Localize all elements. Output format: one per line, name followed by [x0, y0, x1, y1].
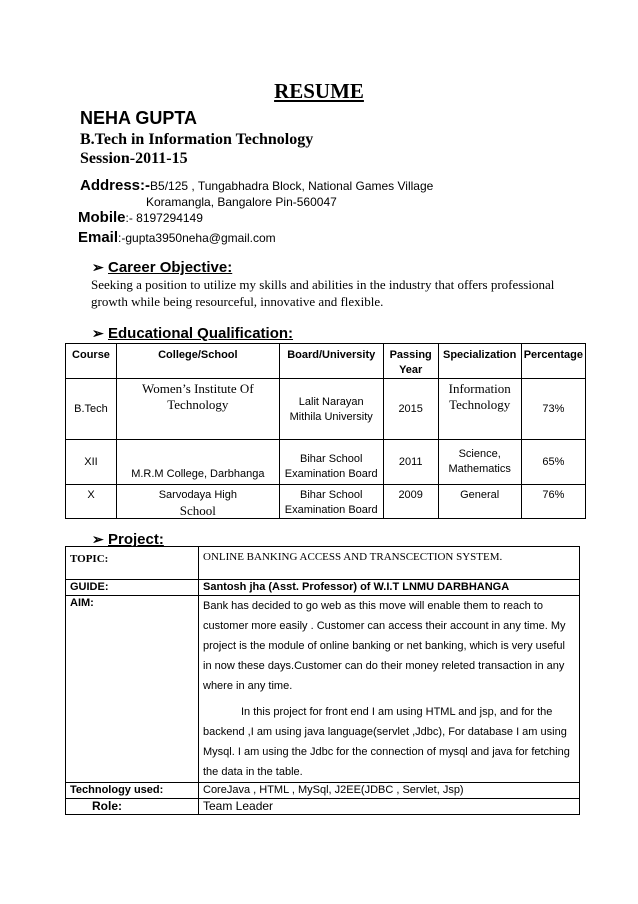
arrow-bullet-icon: ➢	[92, 325, 104, 341]
board-cell: Bihar School Examination Board	[279, 485, 383, 519]
aim-paragraph: Bank has decided to go web as this move will enable them to reach to customer more easily . Customer can access their account in any time. My project is the module of online banking or net banking, which is very useful in now these days.Customer can do their money releted transaction in any where in any time.	[203, 600, 566, 692]
topic-value: ONLINE BANKING ACCESS AND TRANSCECTION SYSTEM.	[199, 547, 580, 580]
mobile-value: :- 8197294149	[125, 211, 203, 225]
resume-title: RESUME	[274, 79, 364, 103]
address-value: B5/125 , Tungabhadra Block, National Games Village	[150, 179, 434, 193]
table-row	[66, 799, 580, 815]
tech-value: CoreJava , HTML , MySql, J2EE(JDBC , Servlet, Jsp)	[199, 783, 580, 799]
header-cell: Percentage	[521, 344, 585, 379]
course-cell: XII	[66, 440, 117, 485]
mobile-line	[78, 209, 203, 227]
role-value: Team Leader	[199, 799, 580, 815]
aim-value	[199, 596, 580, 783]
college-cell: Women’s Institute Of Technology	[116, 379, 279, 440]
table-row	[66, 379, 586, 440]
pct-cell: 76%	[521, 485, 585, 519]
mobile-label: Mobile	[78, 209, 126, 226]
topic-label: TOPIC:	[66, 547, 199, 580]
spec-cell: General	[438, 485, 521, 519]
board-cell: Lalit Narayan Mithila University	[279, 379, 383, 440]
project-heading-text: Project:	[108, 531, 164, 548]
course-cell: B.Tech	[66, 379, 117, 440]
header-cell: Specialization	[438, 344, 521, 379]
project-table	[65, 546, 580, 815]
table-row	[66, 596, 580, 783]
email-label: Email	[78, 229, 119, 246]
guide-label: GUIDE:	[66, 580, 199, 596]
arrow-bullet-icon: ➢	[92, 531, 104, 547]
college-line: Sarvodaya High	[158, 489, 237, 501]
address-line-2: Koramangla, Bangalore Pin-560047	[146, 195, 337, 209]
header-cell: Course	[66, 344, 117, 379]
header-cell: Passing Year	[383, 344, 438, 379]
arrow-bullet-icon: ➢	[92, 259, 104, 275]
spec-cell: Science, Mathematics	[438, 440, 521, 485]
pct-cell: 73%	[521, 379, 585, 440]
college-cell	[116, 485, 279, 519]
spec-cell: Information Technology	[438, 379, 521, 440]
career-text: Seeking a position to utilize my skills and abilities in the industry that offers professional growth while being resourceful, innovative and flexible.	[91, 277, 555, 309]
college-cell: M.R.M College, Darbhanga	[116, 440, 279, 485]
year-cell: 2011	[383, 440, 438, 485]
role-label: Role:	[66, 799, 199, 815]
session-line: Session-2011-15	[80, 150, 188, 167]
college-line: School	[179, 503, 216, 518]
email-line	[78, 229, 276, 247]
board-cell: Bihar School Examination Board	[279, 440, 383, 485]
header-cell: College/School	[116, 344, 279, 379]
career-heading-text: Career Objective:	[108, 259, 233, 276]
career-heading	[92, 259, 232, 276]
table-row	[66, 783, 580, 799]
year-cell: 2015	[383, 379, 438, 440]
tech-label: Technology used:	[66, 783, 199, 799]
education-header-row	[66, 344, 586, 379]
guide-value: Santosh jha (Asst. Professor) of W.I.T LNMU DARBHANGA	[199, 580, 580, 596]
header-cell: Board/University	[279, 344, 383, 379]
education-table	[65, 343, 586, 519]
degree-line: B.Tech in Information Technology	[80, 131, 314, 148]
aim-paragraph: In this project for front end I am using HTML and jsp, and for the backend ,I am using java language(servlet ,Jdbc), For database I am using Mysql. I am using the Jdbc for the connection of mysql and java for fetching the data in the table.	[203, 706, 570, 778]
table-row	[66, 580, 580, 596]
email-value: :-gupta3950neha@gmail.com	[118, 231, 276, 245]
year-cell: 2009	[383, 485, 438, 519]
education-heading	[92, 325, 293, 342]
table-row	[66, 440, 586, 485]
education-heading-text: Educational Qualification:	[108, 325, 294, 342]
aim-label: AIM:	[66, 596, 199, 783]
address-line	[80, 177, 433, 195]
candidate-name: NEHA GUPTA	[80, 108, 197, 128]
address-label: Address:-	[80, 177, 151, 194]
table-row	[66, 547, 580, 580]
course-cell: X	[66, 485, 117, 519]
pct-cell: 65%	[521, 440, 585, 485]
table-row	[66, 485, 586, 519]
